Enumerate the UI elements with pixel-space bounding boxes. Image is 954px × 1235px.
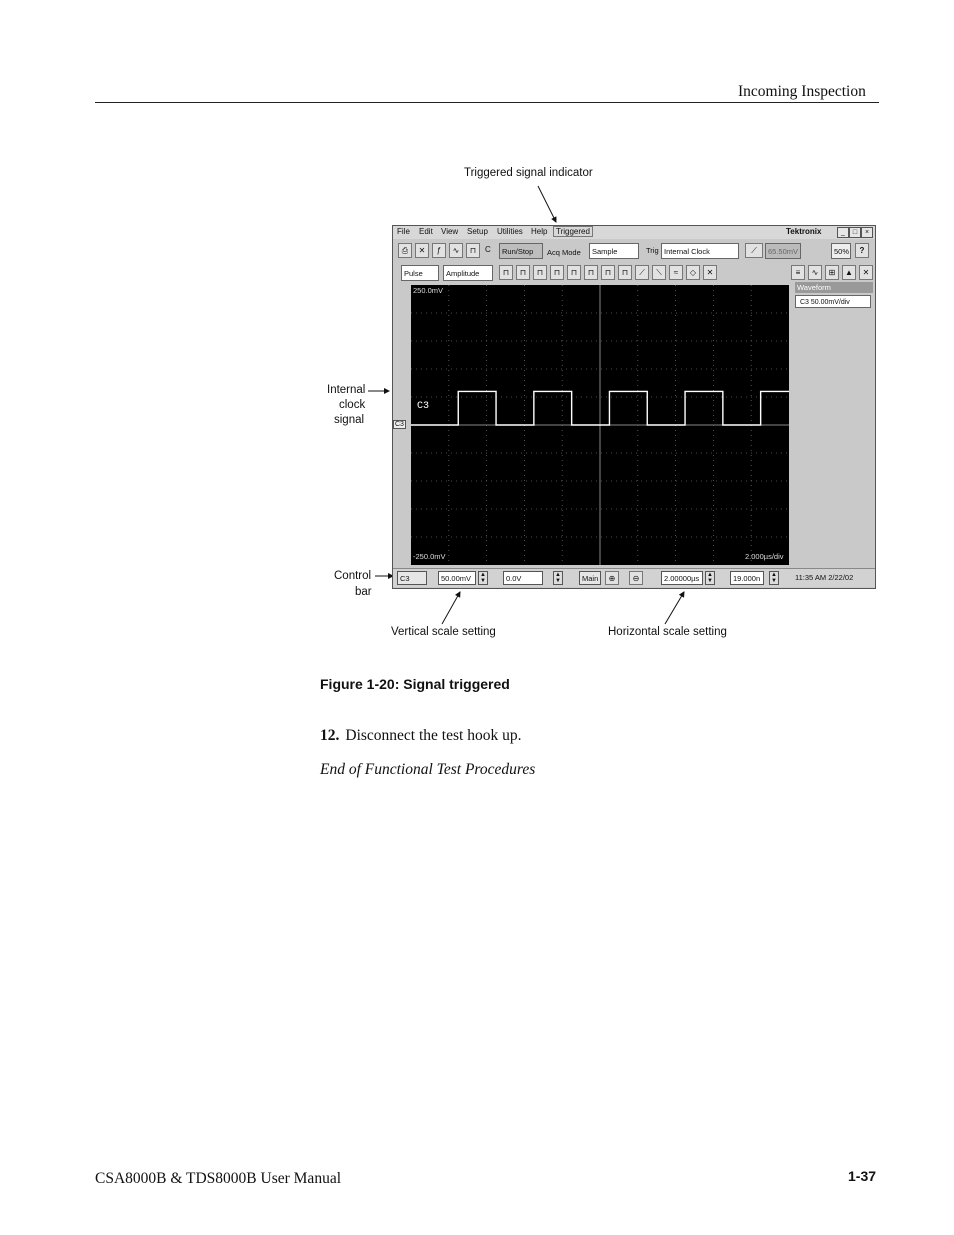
print-icon[interactable]: ⎙ xyxy=(398,243,412,258)
trigger-slope-icon[interactable]: ⟋ xyxy=(745,243,763,258)
menu-bar xyxy=(393,226,875,239)
channel-select[interactable]: C3 xyxy=(397,571,427,585)
minimize-icon[interactable]: _ xyxy=(837,227,849,238)
menu-file[interactable]: File xyxy=(397,227,410,236)
zoom-in-icon[interactable]: ⊕ xyxy=(605,571,619,585)
horizontal-scale-spinner[interactable]: ▲ ▼ xyxy=(705,571,715,585)
run-stop-button[interactable]: Run/Stop xyxy=(499,243,543,259)
trigger-source-select[interactable]: Internal Clock xyxy=(661,243,739,259)
footer-manual-title: CSA8000B & TDS8000B User Manual xyxy=(95,1170,342,1187)
waveform-graticule xyxy=(411,285,789,565)
horizontal-position-spinner[interactable]: ▲ ▼ xyxy=(769,571,779,585)
meas-button-3-icon[interactable]: ⊓ xyxy=(533,265,547,280)
measure-icon[interactable]: ∿ xyxy=(449,243,463,258)
callout-horizontal-scale-setting: Horizontal scale setting xyxy=(608,626,727,638)
close-icon[interactable]: × xyxy=(861,227,873,238)
vertical-offset-field[interactable]: 0.0V xyxy=(503,571,543,585)
menu-edit[interactable]: Edit xyxy=(419,227,433,236)
display-mode-icon[interactable]: ≡ xyxy=(791,265,805,280)
acq-mode-select[interactable]: Sample xyxy=(589,243,639,259)
meas-button-6-icon[interactable]: ⊓ xyxy=(584,265,598,280)
horizontal-scale-field[interactable]: 2.00000µs xyxy=(661,571,703,585)
mask-icon[interactable]: ✕ xyxy=(859,265,873,280)
waveform-side-panel xyxy=(795,282,873,562)
tools-icon[interactable]: ✕ xyxy=(415,243,429,258)
arrow-triggered-indicator xyxy=(538,186,556,222)
arrow-vertical-scale xyxy=(442,592,460,624)
measurement-category-select[interactable]: Pulse xyxy=(401,265,439,281)
menu-utilities[interactable]: Utilities xyxy=(497,227,523,236)
step-text: Disconnect the test hook up. xyxy=(345,727,522,744)
control-bar xyxy=(393,568,875,587)
trig-label: Trig xyxy=(646,246,659,255)
timestamp: 11:35 AM 2/22/02 xyxy=(795,573,854,582)
rise-time-icon[interactable]: ⟋ xyxy=(635,265,649,280)
meas-button-1-icon[interactable]: ⊓ xyxy=(499,265,513,280)
menu-help[interactable]: Help xyxy=(531,227,548,236)
clear-label[interactable]: C xyxy=(485,245,491,254)
timebase-select[interactable]: Main xyxy=(579,571,601,585)
arrow-horizontal-scale xyxy=(665,592,684,624)
callout-triggered-signal-indicator: Triggered signal indicator xyxy=(464,167,593,179)
math-icon[interactable]: ƒ xyxy=(432,243,446,258)
triggered-status-indicator: Triggered xyxy=(553,226,593,237)
menu-view[interactable]: View xyxy=(441,227,459,236)
vertical-scale-field[interactable]: 50.00mV xyxy=(438,571,476,585)
meas-button-8-icon[interactable]: ⊓ xyxy=(618,265,632,280)
callout-control-line1: Control xyxy=(334,570,372,582)
meas-button-5-icon[interactable]: ⊓ xyxy=(567,265,581,280)
horizontal-position-field[interactable]: 19.000n xyxy=(730,571,764,585)
fall-time-icon[interactable]: ⟍ xyxy=(652,265,666,280)
default-setup-icon[interactable]: ⊓ xyxy=(466,243,480,258)
maximize-icon[interactable]: □ xyxy=(849,227,861,238)
vertical-offset-spinner[interactable]: ▲ ▼ xyxy=(553,571,563,585)
meas-button-2-icon[interactable]: ⊓ xyxy=(516,265,530,280)
trigger-level-field[interactable]: 65.50mV xyxy=(765,243,801,259)
acq-mode-label: Acq Mode xyxy=(547,248,581,257)
trace-label: C3 xyxy=(417,401,430,412)
menu-setup[interactable]: Setup xyxy=(467,227,488,236)
channel-ground-marker[interactable]: C3 xyxy=(395,421,404,428)
measurement-type-select[interactable]: Amplitude xyxy=(443,265,493,281)
running-head: Incoming Inspection xyxy=(738,83,866,100)
vertical-top-readout: 250.0mV xyxy=(413,286,444,295)
callout-internal-line2: clock xyxy=(339,399,366,411)
page-number: 1-37 xyxy=(848,1168,877,1184)
jitter-icon[interactable]: ≈ xyxy=(669,265,683,280)
step-12 xyxy=(320,727,521,745)
trigger-50-percent-button[interactable]: 50% xyxy=(831,243,851,259)
zoom-out-icon[interactable]: ⊖ xyxy=(629,571,643,585)
histogram-icon[interactable]: ▲ xyxy=(842,265,856,280)
side-panel-entry[interactable]: C3 50.00mV/div xyxy=(795,295,871,308)
waveform-display[interactable] xyxy=(411,285,789,565)
timebase-readout: 2.000µs/div xyxy=(745,552,784,561)
callout-internal-line1: Internal xyxy=(327,384,366,396)
callout-control-line2: bar xyxy=(355,586,372,598)
help-icon[interactable]: ? xyxy=(855,243,869,258)
callout-internal-line3: signal xyxy=(334,414,365,426)
grid-view-icon[interactable]: ⊞ xyxy=(825,265,839,280)
callout-vertical-scale-setting: Vertical scale setting xyxy=(391,626,496,638)
eye-icon[interactable]: ◇ xyxy=(686,265,700,280)
oscilloscope-screenshot xyxy=(392,225,876,589)
end-note: End of Functional Test Procedures xyxy=(320,761,536,778)
side-panel-title: Waveform xyxy=(795,282,873,293)
brand-logo: Tektronix xyxy=(786,227,822,236)
figure-caption: Figure 1-20: Signal triggered xyxy=(320,676,510,692)
meas-button-4-icon[interactable]: ⊓ xyxy=(550,265,564,280)
waveform-view-icon[interactable]: ∿ xyxy=(808,265,822,280)
vertical-scale-spinner[interactable]: ▲ ▼ xyxy=(478,571,488,585)
step-number: 12. xyxy=(320,727,340,744)
crossing-icon[interactable]: ✕ xyxy=(703,265,717,280)
vertical-bottom-readout: -250.0mV xyxy=(413,552,446,561)
meas-button-7-icon[interactable]: ⊓ xyxy=(601,265,615,280)
